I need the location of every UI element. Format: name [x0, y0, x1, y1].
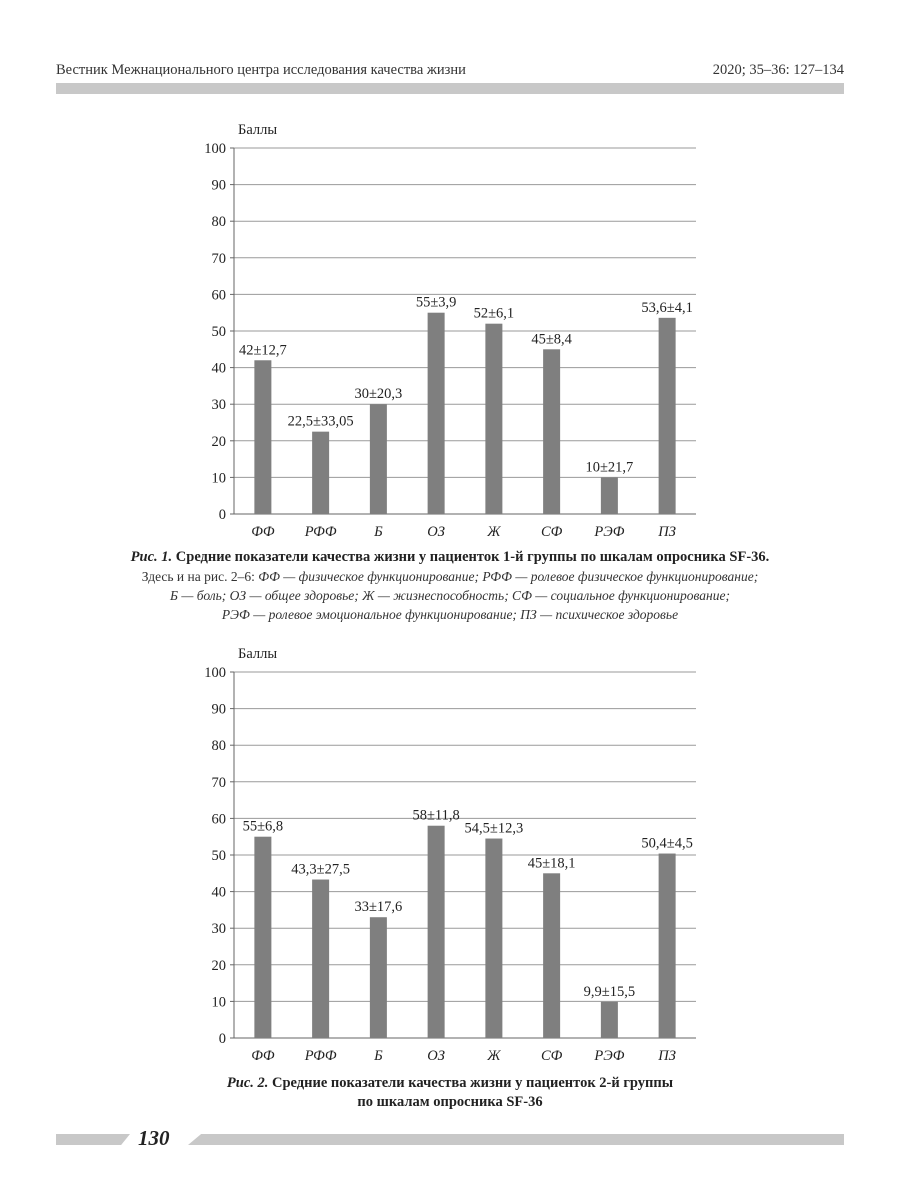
y-tick-label: 100: [204, 665, 226, 681]
data-label: 54,5±12,3: [464, 820, 524, 837]
data-label: 33±17,6: [354, 899, 403, 916]
chart-svg: [0, 642, 900, 1082]
y-tick-label: 70: [211, 250, 226, 267]
y-tick-label: 60: [211, 287, 226, 304]
x-tick-label: ПЗ: [658, 1048, 676, 1064]
bar: [601, 477, 618, 514]
y-tick-label: 70: [211, 774, 226, 791]
bar: [543, 873, 560, 1038]
chart-figure-1: [0, 118, 900, 558]
bar: [485, 839, 502, 1038]
bar: [370, 917, 387, 1038]
x-tick-label: Ж: [487, 524, 501, 540]
y-tick-label: 20: [211, 957, 226, 974]
y-tick-label: 50: [211, 848, 226, 864]
x-tick-label: РФФ: [304, 524, 337, 540]
x-tick-label: ОЗ: [427, 1048, 445, 1064]
chart-figure-2: [0, 642, 900, 1082]
data-label: 55±6,8: [242, 818, 284, 835]
running-head: [56, 62, 844, 82]
y-tick-label: 30: [211, 397, 226, 414]
x-tick-label: Б: [374, 524, 383, 540]
data-label: 50,4±4,5: [641, 835, 693, 852]
figure-2-title-line-2: по шкалам опросника SF-36: [357, 1094, 543, 1110]
bar: [254, 837, 271, 1038]
data-label: 53,6±4,1: [641, 299, 693, 316]
header-rule: [56, 83, 844, 94]
x-tick-label: РФФ: [304, 1048, 337, 1064]
y-tick-label: 80: [211, 738, 226, 755]
journal-title: Вестник Межнационального центра исследования качества жизни: [56, 62, 466, 78]
bar: [370, 404, 387, 514]
x-tick-label: РЭФ: [594, 1048, 625, 1064]
x-tick-label: Б: [374, 1048, 383, 1064]
data-label: 55±3,9: [415, 294, 457, 311]
page-number: 130: [138, 1126, 170, 1150]
y-tick-label: 0: [218, 507, 226, 523]
x-tick-label: Ж: [487, 1048, 501, 1064]
y-tick-label: 10: [211, 994, 226, 1011]
data-label: 45±18,1: [527, 855, 576, 872]
data-label: 42±12,7: [238, 342, 287, 359]
x-tick-label: СФ: [540, 1048, 563, 1064]
bar: [659, 318, 676, 514]
footer-bar-right: [188, 1134, 844, 1145]
issue-info: 2020; 35–36: 127–134: [712, 62, 844, 78]
y-tick-label: 50: [211, 324, 226, 340]
y-tick-label: 90: [211, 177, 226, 194]
y-tick-label: 20: [211, 433, 226, 450]
figure-1-title: Средние показатели качества жизни у пациенток 1-й группы по шкалам опросника SF-36.: [175, 549, 770, 565]
data-label: 10±21,7: [585, 459, 634, 476]
figure-notes-prefix: Здесь и на рис. 2–6:: [141, 569, 255, 584]
bar: [428, 313, 445, 514]
data-label: 30±20,3: [354, 386, 403, 403]
data-label: 52±6,1: [473, 305, 515, 322]
x-tick-label: СФ: [540, 524, 563, 540]
bar: [254, 360, 271, 514]
y-axis-label: Баллы: [238, 646, 278, 662]
bar: [428, 826, 445, 1038]
y-axis-label: Баллы: [238, 122, 278, 138]
bar: [312, 880, 329, 1038]
y-tick-label: 10: [211, 470, 226, 487]
y-tick-label: 40: [211, 884, 226, 901]
figure-1-caption: [40, 548, 860, 624]
figure-notes-line-3: РЭФ — ролевое эмоциональное функционирование; ПЗ — психическое здоровье: [221, 607, 679, 622]
figure-2-label: Рис. 2.: [226, 1075, 269, 1091]
y-tick-label: 90: [211, 701, 226, 718]
x-tick-label: ОЗ: [427, 524, 445, 540]
bar: [485, 324, 502, 514]
bar: [659, 854, 676, 1038]
data-label: 45±8,4: [531, 331, 572, 348]
figure-2-title-line-1: Средние показатели качества жизни у пациенток 2-й группы: [272, 1075, 674, 1091]
chart-svg: [0, 118, 900, 558]
bar: [312, 432, 329, 514]
y-tick-label: 60: [211, 811, 226, 828]
bar: [601, 1002, 618, 1038]
data-label: 9,9±15,5: [583, 983, 636, 1000]
data-label: 22,5±33,05: [287, 413, 354, 430]
data-label: 58±11,8: [412, 807, 460, 824]
figure-2-caption: [40, 1074, 860, 1112]
figure-1-label: Рис. 1.: [130, 549, 173, 565]
y-tick-label: 100: [204, 141, 226, 157]
x-tick-label: ФФ: [251, 524, 275, 540]
footer-bar-left: [56, 1134, 130, 1145]
figure-notes-line-1: ФФ — физическое функционирование; РФФ — ролевое физическое функционирование;: [258, 569, 759, 584]
y-tick-label: 80: [211, 214, 226, 231]
x-tick-label: РЭФ: [594, 524, 625, 540]
bar: [543, 349, 560, 514]
y-tick-label: 0: [218, 1031, 226, 1047]
y-tick-label: 30: [211, 921, 226, 938]
x-tick-label: ПЗ: [658, 524, 676, 540]
x-tick-label: ФФ: [251, 1048, 275, 1064]
data-label: 43,3±27,5: [291, 861, 350, 878]
figure-notes-line-2: Б — боль; ОЗ — общее здоровье; Ж — жизнеспособность; СФ — социальное функционирование;: [170, 588, 730, 603]
y-tick-label: 40: [211, 360, 226, 377]
